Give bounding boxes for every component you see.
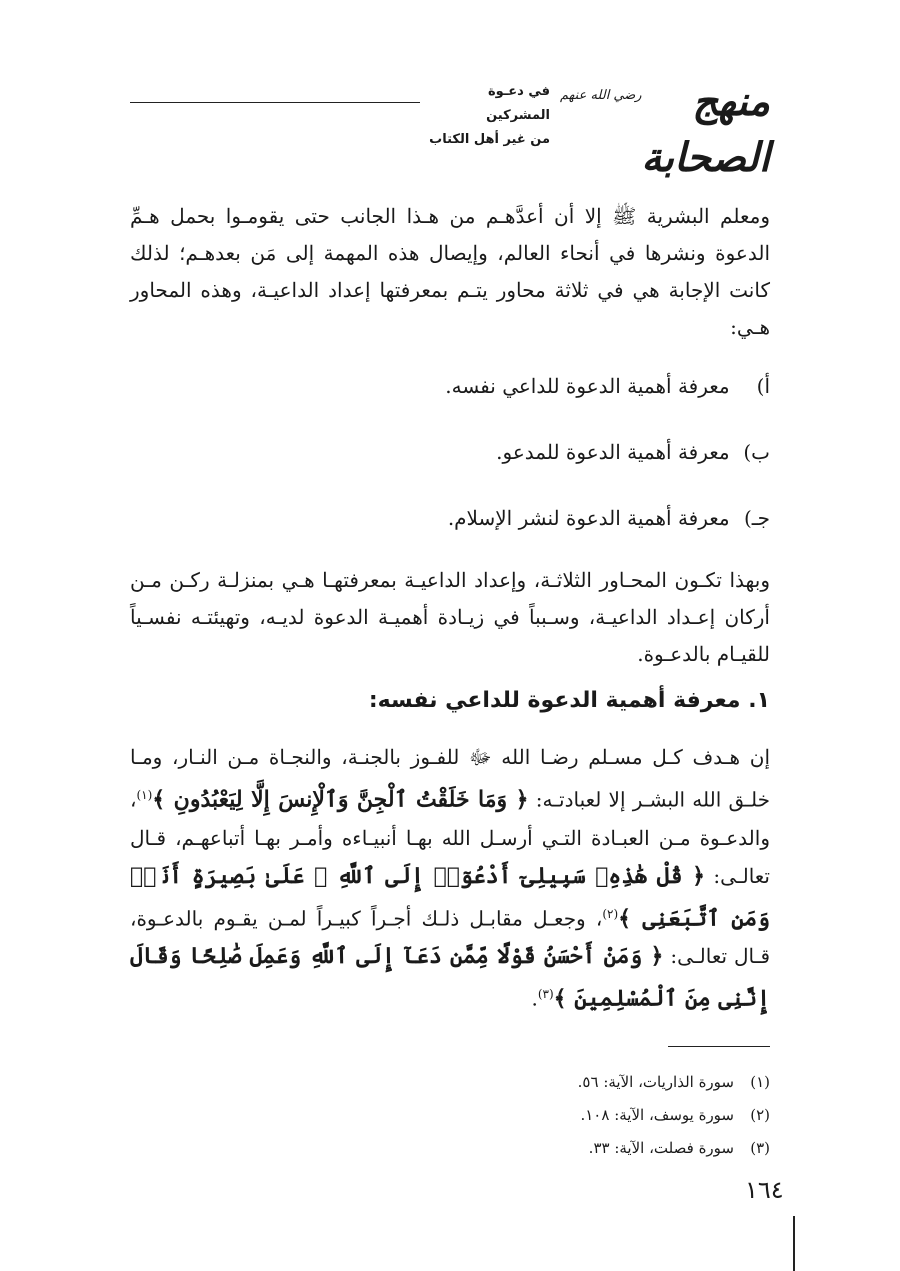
footnote-text: سورة فصلت، الآية: ٣٣.: [588, 1139, 734, 1157]
paragraph-text: .: [531, 986, 538, 1011]
list-marker: جـ): [743, 506, 770, 530]
paragraph-intro: ومعلم البشرية ﷺ إلا أن أعدَّهـم من هـذا الجانب حتى يقومـوا بحمل هـمِّ الدعوة ونشرها في أنحاء العالم، وإيصال هذه المهمة إلى مَن بعدهـم؛ لذلك كانت الإجابة هي في ثلاثة محاور يتـم بمعرفتها إعداد الداعيـة، وهذه المحاور هـي:: [130, 204, 770, 339]
list-marker: ب): [743, 440, 770, 464]
footnotes: [578, 1066, 770, 1165]
list-item: [496, 432, 770, 472]
footnote-divider: [668, 1046, 770, 1047]
header-subtitle: [426, 80, 550, 152]
footnote-ref[interactable]: (٣): [537, 987, 554, 1002]
list-item: [448, 498, 770, 538]
quran-verse: ﴿ قُلْ هَٰذِهِۦ سَبِيلِىٓ أَدْعُوٓا۟ إِلَى ٱللَّهِ ۚ عَلَىٰ بَصِيرَةٍ أَنَا۠ وَمَنِ ٱتَّبَعَنِى ﴾: [130, 862, 770, 932]
page-number: ١٦٤: [745, 1176, 784, 1204]
list-item-text: معرفة أهمية الدعوة لنشر الإسلام.: [447, 506, 730, 530]
footnote-number: (٢): [750, 1106, 770, 1124]
header-honorific: رضي الله عنهم: [560, 88, 642, 103]
footnote-number: (٣): [750, 1139, 770, 1157]
footnote-number: (١): [750, 1073, 770, 1091]
header-subtitle-line1: في دعـوة المشركين: [486, 84, 550, 123]
quran-verse: ﴿ وَمَنْ أَحْسَنُ قَوْلًا مِّمَّن دَعَآ إِلَى ٱللَّهِ وَعَمِلَ صَٰلِحًا وَقَالَ إِنَّنِى مِنَ ٱلْمُسْلِمِينَ ﴾: [130, 943, 770, 1012]
section-heading: ١. معرفة أهمية الدعوة للداعي نفسه:: [368, 688, 770, 713]
paragraph-text: إن هـدف كـل مسـلم رضـا الله ﷻ للفـوز بالجنـة، والنجـاة مـن النـار، ومـا خلـق الله البشـر إلا لعبادتـه:: [130, 745, 770, 812]
running-header: [130, 78, 770, 181]
list-marker: أ): [756, 374, 770, 398]
footnote: [578, 1099, 770, 1132]
quran-verse: ﴿ وَمَا خَلَقْتُ ٱلْجِنَّ وَٱلْإِنسَ إِلَّا لِيَعْبُدُونِ ﴾: [152, 786, 529, 813]
paragraph-summary: وبهذا تكـون المحـاور الثلاثـة، وإعداد الداعيـة بمعرفتهـا هـي بمنزلـة ركـن مـن أركان إعـداد الداعيـة، وسـبباً في زيـادة أهميـة الدعوة لديـه، وتهيئتـه نفسـياً للقيـام بالدعـوة.: [130, 568, 770, 666]
footnote: [578, 1066, 770, 1099]
paragraph-text: ، وجعـل مقابـل ذلـك أجـراً كبيـراً لمـن يقـوم بالدعـوة، قـال تعالـى:: [130, 906, 770, 969]
paragraph-section: [130, 738, 770, 1018]
list-item-text: معرفة أهمية الدعوة للمدعو.: [496, 440, 730, 464]
footnote-ref[interactable]: (٢): [602, 906, 619, 921]
footnote: [578, 1132, 770, 1165]
list-item-text: معرفة أهمية الدعوة للداعي نفسه.: [445, 374, 730, 398]
footnote-ref[interactable]: (١): [136, 788, 153, 802]
list-item: [445, 366, 770, 406]
page-margin-rule: [793, 1216, 795, 1271]
paragraph-text: ، والدعـوة مـن العبـادة التـي أرسـل الله بهـا أنبيـاءه وأمـر بهـا أتباعهـم، قـال تعالـى:: [130, 787, 771, 888]
footnote-text: سورة الذاريات، الآية: ٥٦.: [577, 1073, 734, 1091]
header-rule: [130, 102, 420, 103]
book-title-logo: منهج الصحابة: [641, 78, 770, 181]
header-subtitle-line2: من غير أهل الكتاب: [429, 132, 550, 147]
footnote-text: سورة يوسف، الآية: ١٠٨.: [580, 1106, 734, 1124]
